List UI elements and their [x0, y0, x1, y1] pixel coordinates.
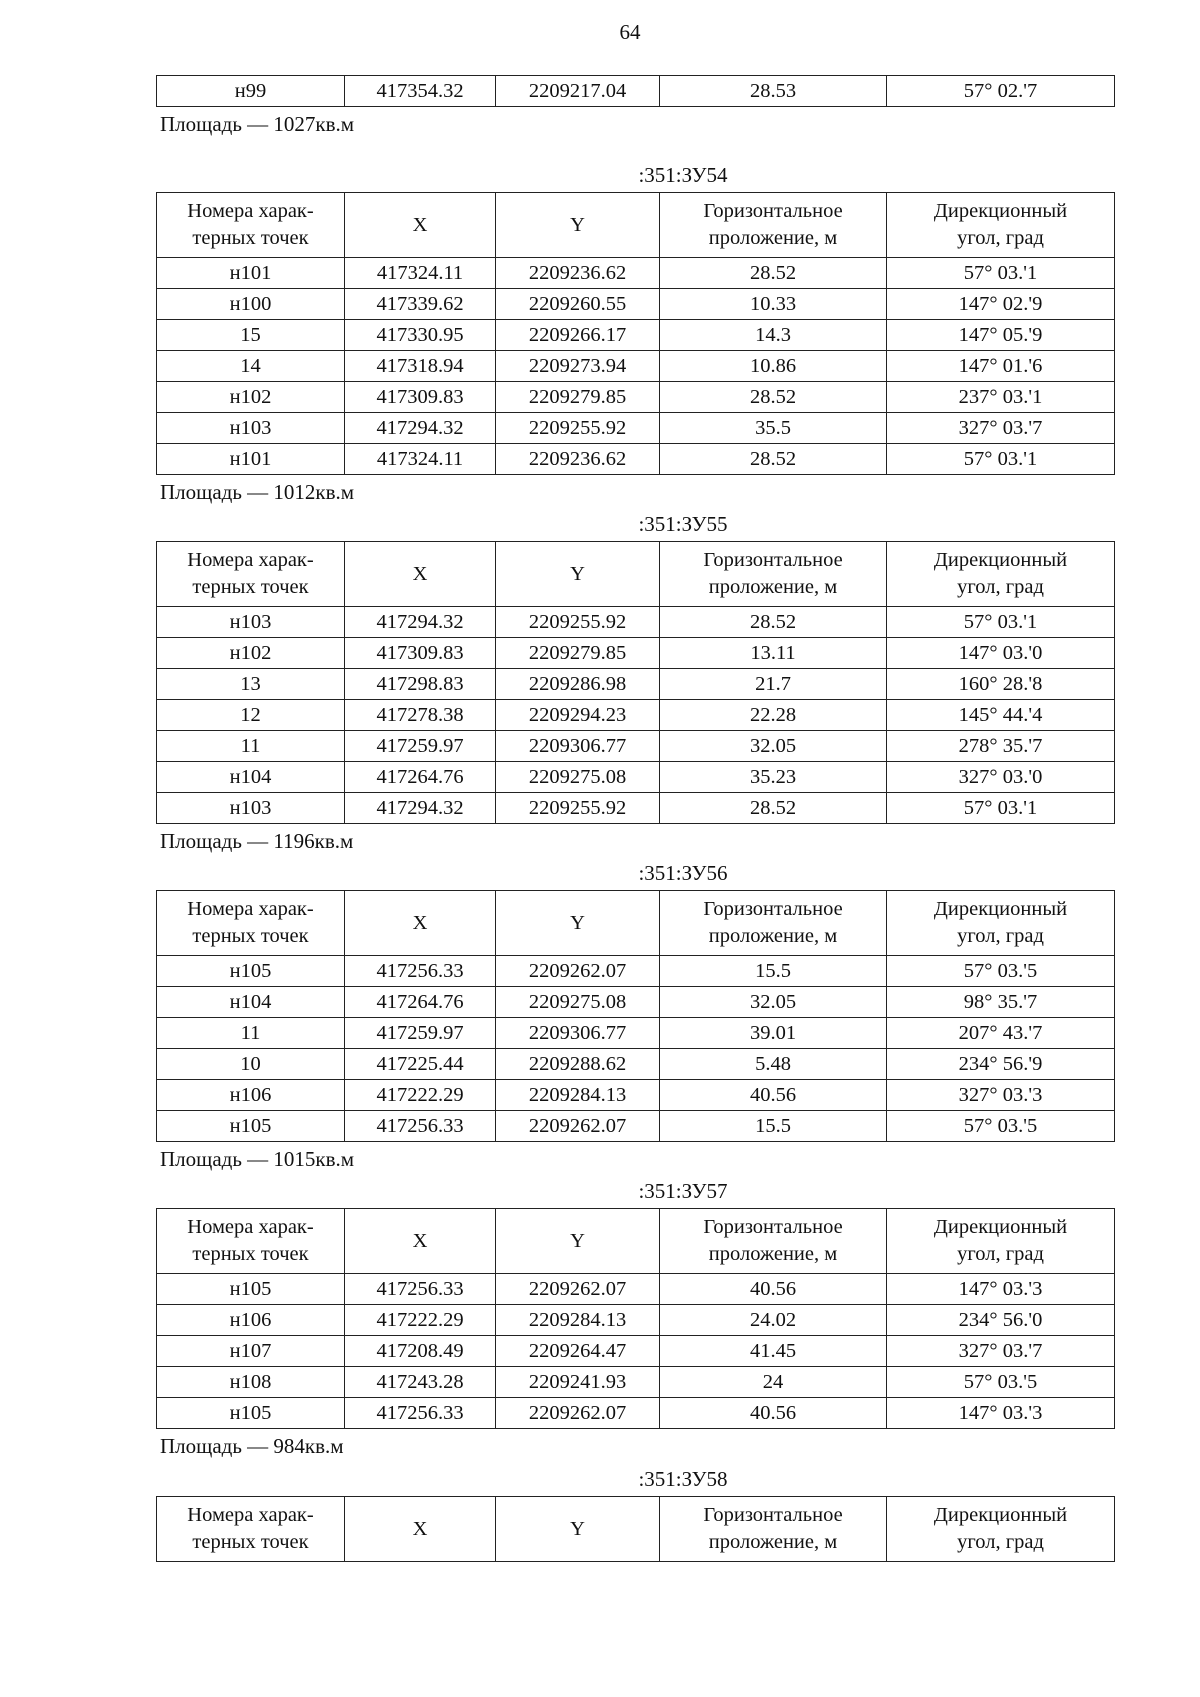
table-cell: н106 — [157, 1080, 345, 1111]
table-cell: 417324.11 — [345, 258, 496, 289]
column-header-line: Номера харак- — [187, 200, 314, 222]
table-cell: 41.45 — [660, 1336, 887, 1367]
table-cell: н108 — [157, 1367, 345, 1398]
coordinates-table — [156, 1496, 1115, 1562]
table-cell: 39.01 — [660, 1018, 887, 1049]
table-cell: 327° 03.'3 — [887, 1080, 1115, 1111]
table-cell: 15.5 — [660, 956, 887, 987]
table-row — [157, 258, 1115, 289]
table-cell: н104 — [157, 762, 345, 793]
table-cell: н103 — [157, 607, 345, 638]
table-cell: н105 — [157, 1398, 345, 1429]
table-cell: 207° 43.'7 — [887, 1018, 1115, 1049]
table-cell: 147° 03.'3 — [887, 1274, 1115, 1305]
table-cell: 2209279.85 — [496, 638, 660, 669]
column-header — [496, 1209, 660, 1274]
table-cell: 14 — [157, 351, 345, 382]
column-header-line: терных точек — [192, 227, 309, 249]
table-header-row — [157, 1209, 1115, 1274]
table-cell: 2209306.77 — [496, 1018, 660, 1049]
table-cell: 417259.97 — [345, 731, 496, 762]
table-cell: н107 — [157, 1336, 345, 1367]
area-text: Площадь — 984кв.м — [160, 1434, 344, 1458]
table-cell: н99 — [157, 76, 345, 107]
table-cell: 327° 03.'7 — [887, 413, 1115, 444]
table-cell: 10.33 — [660, 289, 887, 320]
table-cell: 22.28 — [660, 700, 887, 731]
table-cell: 2209266.17 — [496, 320, 660, 351]
table-cell: н103 — [157, 413, 345, 444]
table-cell: 57° 03.'1 — [887, 444, 1115, 475]
table-row — [157, 289, 1115, 320]
table-row — [157, 987, 1115, 1018]
table-cell: 21.7 — [660, 669, 887, 700]
column-header-line: угол, град — [957, 1243, 1044, 1265]
table-cell: 13.11 — [660, 638, 887, 669]
column-header-line: Дирекционный — [933, 1504, 1068, 1526]
table-cell: 417256.33 — [345, 1111, 496, 1142]
table-cell: 147° 01.'6 — [887, 351, 1115, 382]
coordinates-table — [156, 75, 1115, 107]
table-cell: 2209284.13 — [496, 1305, 660, 1336]
table-cell: 57° 03.'5 — [887, 1111, 1115, 1142]
column-header-line: угол, град — [957, 227, 1044, 249]
column-header-line: Y — [570, 1229, 585, 1252]
table-cell: 57° 03.'5 — [887, 956, 1115, 987]
table-cell: 2209286.98 — [496, 669, 660, 700]
column-header — [345, 193, 496, 258]
table-row — [157, 1018, 1115, 1049]
table-cell: 234° 56.'9 — [887, 1049, 1115, 1080]
table-row — [157, 700, 1115, 731]
column-header — [887, 193, 1115, 258]
table-cell: н101 — [157, 258, 345, 289]
table-cell: 417222.29 — [345, 1080, 496, 1111]
coordinates-table — [156, 192, 1115, 475]
table-cell: 417309.83 — [345, 382, 496, 413]
parcel-section — [156, 856, 1114, 1178]
table-cell: 5.48 — [660, 1049, 887, 1080]
column-header — [345, 542, 496, 607]
table-cell: 28.52 — [660, 258, 887, 289]
column-header-line: Номера харак- — [187, 1504, 314, 1526]
table-cell: 40.56 — [660, 1080, 887, 1111]
table-cell: 417225.44 — [345, 1049, 496, 1080]
column-header-line: Y — [570, 1517, 585, 1540]
table-cell: 278° 35.'7 — [887, 731, 1115, 762]
parcel-section — [156, 1462, 1114, 1562]
column-header-line: Дирекционный — [933, 200, 1068, 222]
table-cell: 2209260.55 — [496, 289, 660, 320]
table-cell: 327° 03.'0 — [887, 762, 1115, 793]
table-row — [157, 444, 1115, 475]
table-row — [157, 1274, 1115, 1305]
column-header-line: X — [412, 562, 428, 585]
column-header — [496, 193, 660, 258]
table-cell: н102 — [157, 382, 345, 413]
column-header-line: проложение, м — [708, 227, 838, 249]
table-cell: н103 — [157, 793, 345, 824]
table-cell: 2209294.23 — [496, 700, 660, 731]
column-header — [660, 542, 887, 607]
table-cell: н102 — [157, 638, 345, 669]
table-cell: 98° 35.'7 — [887, 987, 1115, 1018]
table-cell: 32.05 — [660, 731, 887, 762]
area-text: Площадь — 1012кв.м — [160, 480, 355, 504]
column-header-line: Номера харак- — [187, 898, 314, 920]
column-header-line: угол, град — [957, 1531, 1044, 1553]
table-cell: 57° 03.'5 — [887, 1367, 1115, 1398]
table-row — [157, 1398, 1115, 1429]
column-header-line: терных точек — [192, 576, 309, 598]
table-cell: 2209262.07 — [496, 956, 660, 987]
page-number: 64 — [619, 20, 641, 44]
table-cell: 417298.83 — [345, 669, 496, 700]
table-cell: 417256.33 — [345, 1274, 496, 1305]
table-cell: 234° 56.'0 — [887, 1305, 1115, 1336]
section-title: :351:ЗУ57 — [638, 1179, 728, 1203]
table-cell: 12 — [157, 700, 345, 731]
column-header-line: проложение, м — [708, 1243, 838, 1265]
table-row — [157, 1305, 1115, 1336]
column-header — [496, 1497, 660, 1562]
column-header-line: Горизонтальное — [703, 1504, 843, 1526]
column-header — [887, 542, 1115, 607]
table-header-row — [157, 891, 1115, 956]
table-header-row — [157, 1497, 1115, 1562]
column-header-line: угол, град — [957, 576, 1044, 598]
column-header — [496, 891, 660, 956]
table-cell: 2209255.92 — [496, 413, 660, 444]
table-cell: 57° 03.'1 — [887, 607, 1115, 638]
table-cell: 145° 44.'4 — [887, 700, 1115, 731]
table-cell: 40.56 — [660, 1398, 887, 1429]
table-cell: 15.5 — [660, 1111, 887, 1142]
table-header-row — [157, 542, 1115, 607]
coordinates-table — [156, 541, 1115, 824]
table-cell: 327° 03.'7 — [887, 1336, 1115, 1367]
area-text: Площадь — 1027кв.м — [160, 112, 355, 136]
column-header-line: Горизонтальное — [703, 898, 843, 920]
table-cell: 237° 03.'1 — [887, 382, 1115, 413]
column-header-line: X — [412, 213, 428, 236]
table-cell: 2209275.08 — [496, 762, 660, 793]
table-cell: 417264.76 — [345, 987, 496, 1018]
coordinates-table — [156, 890, 1115, 1142]
column-header-line: Y — [570, 562, 585, 585]
table-row — [157, 413, 1115, 444]
table-row — [157, 731, 1115, 762]
table-cell: н100 — [157, 289, 345, 320]
column-header-line: Дирекционный — [933, 898, 1068, 920]
column-header-line: проложение, м — [708, 1531, 838, 1553]
column-header — [660, 891, 887, 956]
column-header — [660, 1209, 887, 1274]
column-header — [660, 193, 887, 258]
table-row — [157, 1336, 1115, 1367]
table-cell: 417339.62 — [345, 289, 496, 320]
column-header-line: Горизонтальное — [703, 200, 843, 222]
table-row — [157, 793, 1115, 824]
table-cell: 2209236.62 — [496, 258, 660, 289]
table-cell: 417259.97 — [345, 1018, 496, 1049]
column-header-line: терных точек — [192, 925, 309, 947]
table-cell: 417294.32 — [345, 793, 496, 824]
table-cell: 57° 03.'1 — [887, 258, 1115, 289]
table-cell: 417278.38 — [345, 700, 496, 731]
table-cell: 11 — [157, 731, 345, 762]
column-header-line: Номера харак- — [187, 549, 314, 571]
table-cell: 417264.76 — [345, 762, 496, 793]
table-cell: 2209255.92 — [496, 793, 660, 824]
table-cell: 24 — [660, 1367, 887, 1398]
table-cell: 417208.49 — [345, 1336, 496, 1367]
table-cell: 2209255.92 — [496, 607, 660, 638]
column-header — [887, 891, 1115, 956]
table-cell: 2209262.07 — [496, 1111, 660, 1142]
table-row — [157, 638, 1115, 669]
table-cell: 2209262.07 — [496, 1398, 660, 1429]
column-header-line: X — [412, 1517, 428, 1540]
table-cell: 417324.11 — [345, 444, 496, 475]
table-cell: 417222.29 — [345, 1305, 496, 1336]
section-title: :351:ЗУ55 — [638, 512, 728, 536]
column-header-line: терных точек — [192, 1243, 309, 1265]
table-cell: 35.23 — [660, 762, 887, 793]
table-cell: 417256.33 — [345, 956, 496, 987]
table-cell: 417243.28 — [345, 1367, 496, 1398]
section-title: :351:ЗУ58 — [638, 1467, 728, 1491]
table-row — [157, 1049, 1115, 1080]
table-header-row — [157, 193, 1115, 258]
column-header — [157, 193, 345, 258]
table-cell: 417256.33 — [345, 1398, 496, 1429]
column-header — [157, 891, 345, 956]
column-header-line: Дирекционный — [933, 549, 1068, 571]
table-row — [157, 76, 1115, 107]
table-cell: 10 — [157, 1049, 345, 1080]
table-cell: 2209275.08 — [496, 987, 660, 1018]
parcel-section — [156, 1174, 1114, 1465]
column-header-line: Y — [570, 911, 585, 934]
column-header — [157, 542, 345, 607]
column-header-line: угол, град — [957, 925, 1044, 947]
table-cell: 2209288.62 — [496, 1049, 660, 1080]
table-cell: 417294.32 — [345, 413, 496, 444]
area-text: Площадь — 1015кв.м — [160, 1147, 355, 1171]
table-cell: 2209262.07 — [496, 1274, 660, 1305]
table-row — [157, 351, 1115, 382]
column-header — [345, 1209, 496, 1274]
table-cell: 417330.95 — [345, 320, 496, 351]
table-cell: н105 — [157, 956, 345, 987]
column-header — [157, 1497, 345, 1562]
column-header — [887, 1497, 1115, 1562]
column-header — [345, 891, 496, 956]
table-row — [157, 669, 1115, 700]
table-cell: 24.02 — [660, 1305, 887, 1336]
table-cell: 2209279.85 — [496, 382, 660, 413]
table-cell: 2209241.93 — [496, 1367, 660, 1398]
table-row — [157, 1080, 1115, 1111]
table-cell: н101 — [157, 444, 345, 475]
table-cell: 417318.94 — [345, 351, 496, 382]
column-header-line: Номера харак- — [187, 1216, 314, 1238]
table-cell: 40.56 — [660, 1274, 887, 1305]
column-header — [157, 1209, 345, 1274]
table-cell: 28.52 — [660, 607, 887, 638]
table-cell: 28.52 — [660, 382, 887, 413]
column-header — [345, 1497, 496, 1562]
table-cell: 28.52 — [660, 444, 887, 475]
table-cell: 11 — [157, 1018, 345, 1049]
table-cell: н105 — [157, 1111, 345, 1142]
table-cell: 417294.32 — [345, 607, 496, 638]
section-title: :351:ЗУ56 — [638, 861, 728, 885]
table-row — [157, 1367, 1115, 1398]
table-row — [157, 956, 1115, 987]
table-cell: 147° 05.'9 — [887, 320, 1115, 351]
coordinates-table-continuation — [156, 75, 1114, 143]
table-cell: 2209284.13 — [496, 1080, 660, 1111]
table-cell: 14.3 — [660, 320, 887, 351]
table-cell: 2209273.94 — [496, 351, 660, 382]
table-cell: 147° 03.'3 — [887, 1398, 1115, 1429]
parcel-section — [156, 507, 1114, 860]
table-cell: 160° 28.'8 — [887, 669, 1115, 700]
column-header-line: терных точек — [192, 1531, 309, 1553]
column-header-line: Y — [570, 213, 585, 236]
column-header — [660, 1497, 887, 1562]
table-cell: 28.53 — [660, 76, 887, 107]
column-header — [887, 1209, 1115, 1274]
table-cell: 32.05 — [660, 987, 887, 1018]
table-cell: 417354.32 — [345, 76, 496, 107]
table-cell: 13 — [157, 669, 345, 700]
table-cell: 2209306.77 — [496, 731, 660, 762]
table-row — [157, 762, 1115, 793]
table-cell: н104 — [157, 987, 345, 1018]
table-cell: 10.86 — [660, 351, 887, 382]
column-header-line: X — [412, 911, 428, 934]
column-header — [496, 542, 660, 607]
table-cell: 417309.83 — [345, 638, 496, 669]
column-header-line: X — [412, 1229, 428, 1252]
coordinates-table — [156, 1208, 1115, 1429]
table-row — [157, 320, 1115, 351]
table-cell: 35.5 — [660, 413, 887, 444]
table-cell: 57° 02.'7 — [887, 76, 1115, 107]
table-cell: 147° 02.'9 — [887, 289, 1115, 320]
column-header-line: Горизонтальное — [703, 1216, 843, 1238]
table-cell: 2209236.62 — [496, 444, 660, 475]
table-cell: 28.52 — [660, 793, 887, 824]
area-text: Площадь — 1196кв.м — [160, 829, 354, 853]
table-row — [157, 607, 1115, 638]
column-header-line: проложение, м — [708, 576, 838, 598]
table-cell: 15 — [157, 320, 345, 351]
table-cell: 2209217.04 — [496, 76, 660, 107]
column-header-line: Дирекционный — [933, 1216, 1068, 1238]
table-cell: н106 — [157, 1305, 345, 1336]
table-row — [157, 382, 1115, 413]
table-cell: н105 — [157, 1274, 345, 1305]
section-title: :351:ЗУ54 — [638, 163, 728, 187]
table-row — [157, 1111, 1115, 1142]
table-cell: 57° 03.'1 — [887, 793, 1115, 824]
column-header-line: Горизонтальное — [703, 549, 843, 571]
table-cell: 2209264.47 — [496, 1336, 660, 1367]
column-header-line: проложение, м — [708, 925, 838, 947]
parcel-section — [156, 158, 1114, 511]
table-cell: 147° 03.'0 — [887, 638, 1115, 669]
